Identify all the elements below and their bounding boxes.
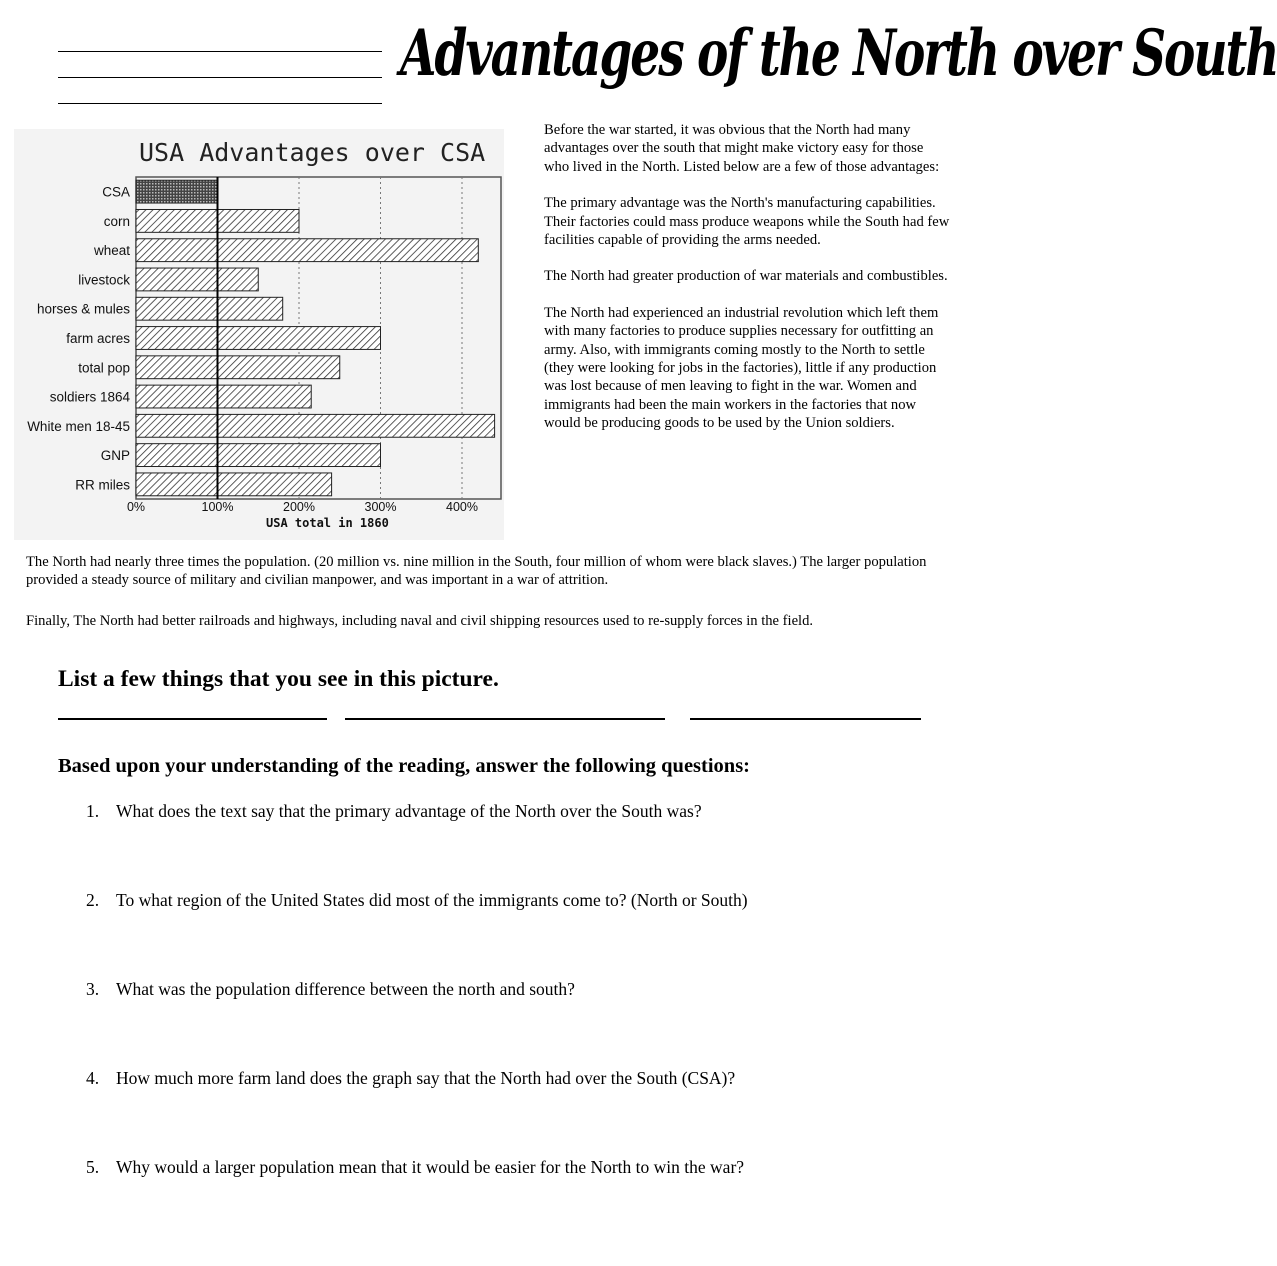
category-label: CSA [102,184,130,200]
name-line[interactable] [58,51,382,52]
x-tick-label: 0% [126,500,146,514]
category-label: livestock [78,272,130,288]
x-tick-label: 300% [364,500,397,514]
picture-prompt: List a few things that you see in this picture. [58,666,499,692]
category-label: total pop [78,360,130,376]
question-number: 3. [86,979,100,999]
bar-white-men-18-45 [136,414,495,437]
x-tick-label: 200% [283,500,315,514]
question-text: Why would a larger population mean that it would be easier for the North to win the war? [116,1157,745,1177]
x-axis-title: USA total in 1860 [266,516,389,530]
question-text: To what region of the United States did most of the immigrants come to? (North or South) [116,890,748,910]
question-item [86,890,946,979]
category-label: corn [103,213,130,229]
paragraph: The North had nearly three times the population. (20 million vs. nine million in the South, four million of whom were black slaves.) The larger population provided a steady source of military and civilian manpower, and was important in a war of attrition. [26,554,927,589]
question-item [86,801,946,890]
question-text: What was the population difference between the north and south? [116,979,575,999]
answer-line[interactable] [345,718,665,720]
category-label: horses & mules [36,301,130,317]
x-tick-label: 100% [201,500,234,514]
paragraph: Before the war started, it was obvious that the North had many advantages over the south that might make victory easy for those who lived in the North. Listed below are a few of those advantages: [544,122,940,175]
paragraph: The North had experienced an industrial revolution which left them with many factories to produce supplies necessary for outfitting an army. Also, with immigrants coming mostly to the North to settle (they were looking for jobs in the factories), little if any production was lost because of men leaving to fight in the war. Women and immigrants had been the main workers in the factories that now would be producing goods to be used by the Union soldiers. [544,304,939,432]
question-number: 1. [86,801,100,821]
bar-livestock [136,268,258,291]
x-tick-label: 400% [446,500,478,514]
question-text: What does the text say that the primary advantage of the North over the South was? [116,801,702,821]
bar-horses-mules [136,297,283,320]
bar-total-pop [136,356,340,379]
category-label: farm acres [66,331,130,346]
category-label: RR miles [75,477,130,493]
category-label: wheat [93,243,130,259]
question-list [86,801,946,1246]
questions-heading: Based upon your understanding of the reading, answer the following questions: [58,755,751,777]
paragraph: The primary advantage was the North's manufacturing capabilities. Their factories could mass produce weapons while the South had few facilities capable of providing the arms needed. [544,195,950,249]
question-item [86,1157,946,1246]
category-label: soldiers 1864 [49,389,130,405]
page-title: Advantages of the North over South [400,16,1277,91]
paragraph: The North had greater production of war materials and combustibles. [544,268,948,285]
question-number: 5. [86,1157,100,1177]
answer-line[interactable] [690,718,921,720]
intro-text [544,121,952,451]
question-text: How much more farm land does the graph say that the North had over the South (CSA)? [116,1068,736,1088]
bar-wheat [136,239,478,262]
date-line[interactable] [58,77,382,78]
category-label: White men 18-45 [27,418,130,434]
question-number: 4. [86,1068,100,1088]
category-label: GNP [100,448,130,464]
answer-line[interactable] [58,718,327,720]
bar-soldiers-1864 [136,385,311,408]
paragraph: Finally, The North had better railroads and highways, including naval and civil shipping resources used to re-supply forces in the field. [26,612,814,629]
question-item [86,1068,946,1157]
body-text [26,553,956,652]
question-item [86,979,946,1068]
bar-rr-miles [136,473,332,496]
bar-gnp [136,444,381,467]
question-number: 2. [86,890,100,910]
class-line[interactable] [58,103,382,104]
bar-csa [136,180,218,203]
chart-svg [14,129,504,540]
bar-farm-acres [136,327,381,350]
advantages-chart [14,129,504,540]
chart-title: USA Advantages over CSA [139,138,486,167]
